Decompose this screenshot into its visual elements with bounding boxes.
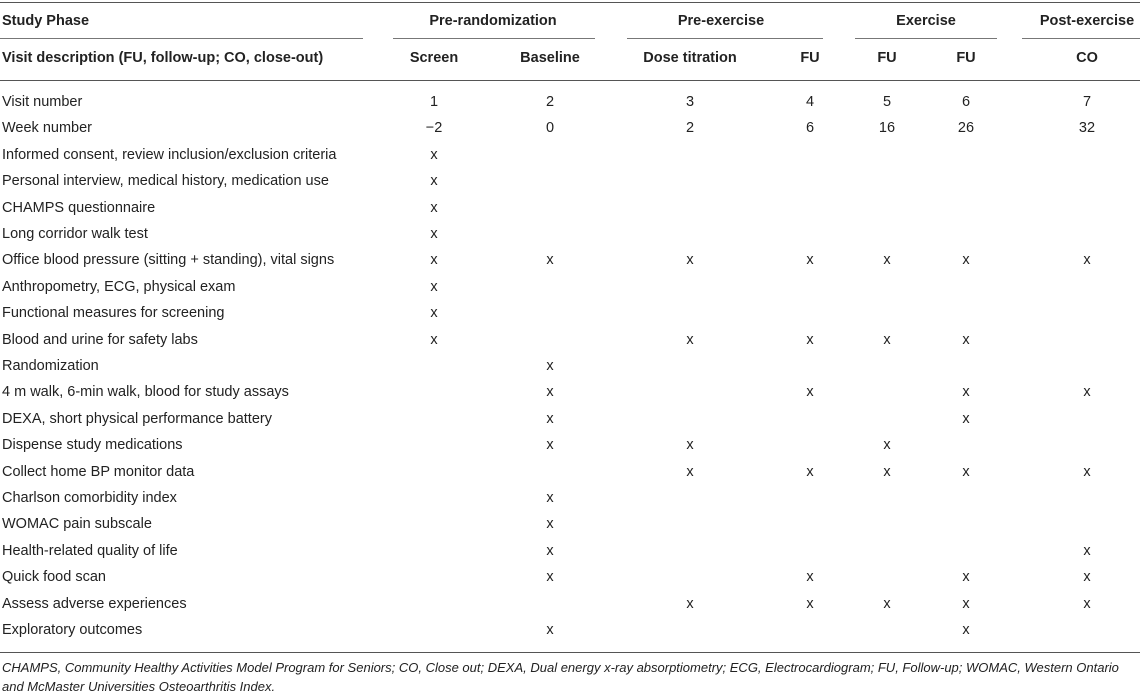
table-cell: x [962,252,970,269]
column-header-screen: Screen [409,50,459,66]
group-underline-pre-randomization [393,38,595,39]
row-label: 4 m walk, 6-min walk, blood for study assays [2,384,289,401]
table-cell: 3 [685,94,695,110]
header-rule [0,80,1140,81]
row-label: Health-related quality of life [2,542,178,559]
table-cell: x [430,331,438,348]
table-cell: x [806,331,814,348]
column-header-dose-titration: Dose titration [643,50,737,66]
row-label: Assess adverse experiences [2,595,187,612]
group-underline-pre-exercise [627,38,823,39]
table-cell: x [962,410,970,427]
table-cell: −2 [425,120,443,137]
group-header-pre-randomization: Pre-randomization [429,13,557,29]
table-cell: 0 [545,120,555,137]
table-cell: 16 [878,120,896,137]
row-label: Informed consent, review inclusion/exclusion criteria [2,146,337,163]
table-top-rule [0,2,1140,3]
table-cell: x [1083,595,1091,612]
group-header-pre-exercise: Pre-exercise [677,13,765,29]
table-cell: x [1083,542,1091,559]
row-label: Personal interview, medical history, medication use [2,173,329,190]
column-header-fu-2: FU [877,50,897,66]
group-header-exercise: Exercise [896,13,956,29]
row-label: Week number [2,120,92,137]
row-label: Quick food scan [2,569,106,586]
table-cell: x [686,595,694,612]
table-cell: 2 [545,94,555,110]
group-underline-study-phase [0,38,363,39]
table-cell: x [686,252,694,269]
table-cell: x [546,542,554,559]
table-cell: 32 [1078,120,1096,137]
table-cell: x [686,437,694,454]
table-cell: x [962,331,970,348]
table-cell: x [806,252,814,269]
table-cell: x [806,384,814,401]
table-cell: x [1083,463,1091,480]
table-cell: x [686,331,694,348]
table-cell: x [806,595,814,612]
table-cell: 26 [957,120,975,137]
row-label: Visit number [2,94,83,110]
table-cell: x [1083,252,1091,269]
row-label: Office blood pressure (sitting + standing), vital signs [2,252,335,269]
column-header-co: CO [1076,50,1098,66]
table-cell: x [430,173,438,190]
table-cell: x [883,252,891,269]
table-cell: x [546,410,554,427]
table-cell: x [546,622,554,638]
table-cell: x [806,463,814,480]
group-header-post-exercise: Post-exercise [1039,13,1135,29]
table-cell: 6 [805,120,815,137]
row-label: Randomization [2,358,99,374]
row-label: Dispense study medications [2,437,183,454]
row-label: DEXA, short physical performance battery [2,410,272,427]
column-header-fu-1: FU [800,50,820,66]
row-label: CHAMPS questionnaire [2,199,156,216]
table-cell: x [430,146,438,163]
table-cell: 7 [1082,94,1092,110]
table-cell: x [1083,384,1091,401]
row-label: Long corridor walk test [2,226,148,242]
row-label: Functional measures for screening [2,305,225,322]
table-cell: x [430,199,438,216]
table-cell: x [962,384,970,401]
row-label: Blood and urine for safety labs [2,331,198,348]
table-cell: 2 [685,120,695,137]
table-cell: 5 [882,94,892,110]
table-footnote: CHAMPS, Community Healthy Activities Model Program for Seniors; CO, Close out; DEXA, Dual energy x-ray absorptiometry; ECG, Electrocardiogram; FU, Follow-up; WOMAC, Western Ontario and McMaster Universities Osteoarthritis Index. [2,660,1119,694]
table-cell: x [430,252,438,269]
row-label: Collect home BP monitor data [2,463,195,480]
group-underline-exercise [855,38,997,39]
column-header-baseline: Baseline [520,50,580,66]
study-phase-header: Study Phase [2,13,90,29]
table-cell: x [546,516,554,533]
table-cell: 4 [805,94,815,110]
table-cell: x [962,595,970,612]
table-cell: x [962,463,970,480]
table-cell: x [430,305,438,322]
column-header-fu-3: FU [956,50,976,66]
table-cell: 1 [429,94,439,110]
table-cell: x [883,437,891,454]
table-cell: x [806,569,814,586]
table-cell: x [686,463,694,480]
row-label: Anthropometry, ECG, physical exam [2,278,236,295]
group-underline-post-exercise [1022,38,1140,39]
table-cell: x [883,331,891,348]
table-cell: x [1083,569,1091,586]
table-cell: x [962,569,970,586]
row-label: WOMAC pain subscale [2,516,152,533]
table-cell: x [546,252,554,269]
table-cell: x [546,384,554,401]
table-cell: x [430,226,438,242]
table-cell: x [546,437,554,454]
table-cell: x [883,463,891,480]
row-label: Exploratory outcomes [2,622,143,638]
table-cell: x [546,569,554,586]
table-cell: x [546,490,554,506]
table-bottom-rule [0,652,1140,653]
table-cell: x [430,278,438,295]
table-cell: x [546,358,554,374]
visit-description-header: Visit description (FU, follow-up; CO, close-out) [2,50,324,66]
table-cell: x [962,622,970,638]
table-cell: 6 [961,94,971,110]
table-cell: x [883,595,891,612]
row-label: Charlson comorbidity index [2,490,177,506]
